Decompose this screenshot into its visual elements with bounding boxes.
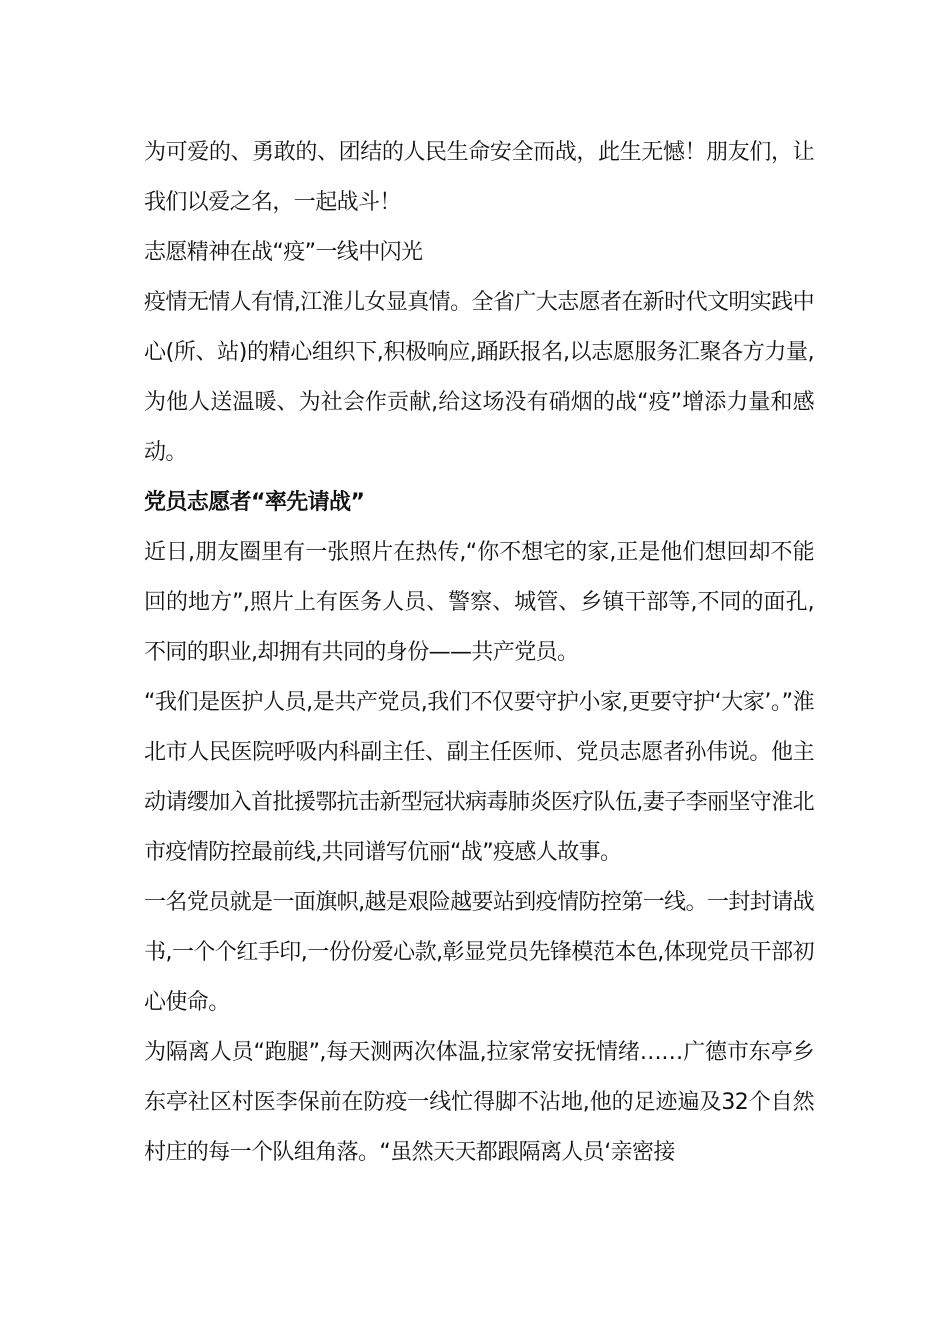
- paragraph-village-doctor: 为隔离人员“跑腿”,每天测两次体温,拉家常安抚情绪……广德市东亭乡东亭社区村医李保前在防疫一线忙得脚不沾地,他的足迹遍及32个自然村庄的每一个队组角落。“虽然天天都跟隔离人员‘亲密接: [144, 1040, 814, 1165]
- paragraph-sun-wei-quote: “我们是医护人员,是共产党员,我们不仅要守护小家,更要守护‘大家’。”淮北市人民医院呼吸内科副主任、副主任医师、党员志愿者孙伟说。他主动请缨加入首批援鄂抗击新型冠状病毒肺炎医疗队伍,妻子李丽坚守淮北市疫情防控最前线,共同谱写伉丽“战”疫感人故事。: [144, 690, 814, 865]
- paragraph-volunteers-overview: 疫情无情人有情,江淮儿女显真情。全省广大志愿者在新时代文明实践中心(所、站)的精心组织下,积极响应,踊跃报名,以志愿服务汇聚各方力量,为他人送温暖、为社会作贡献,给这场没有硝烟的战“疫”增添力量和感动。: [144, 290, 814, 465]
- paragraph-party-banner: 一名党员就是一面旗帜,越是艰险越要站到疫情防控第一线。一封封请战书,一个个红手印,一份份爱心款,彰显党员先锋模范本色,体现党员干部初心使命。: [144, 890, 814, 1015]
- heading-party-volunteers: 党员志愿者“率先请战”: [144, 490, 365, 515]
- document-body: [144, 128, 814, 1178]
- paragraph-closing-call: 为可爱的、勇敢的、团结的人民生命安全而战，此生无憾！朋友们，让我们以爱之名，一起战斗！: [144, 140, 814, 215]
- section-title-volunteer-spirit: 志愿精神在战“疫”一线中闪光: [144, 240, 423, 265]
- paragraph-photo-circulating: 近日,朋友圈里有一张照片在热传,“你不想宅的家,正是他们想回却不能回的地方”,照片上有医务人员、警察、城管、乡镇干部等,不同的面孔,不同的职业,却拥有共同的身份——共产党员。: [144, 540, 814, 665]
